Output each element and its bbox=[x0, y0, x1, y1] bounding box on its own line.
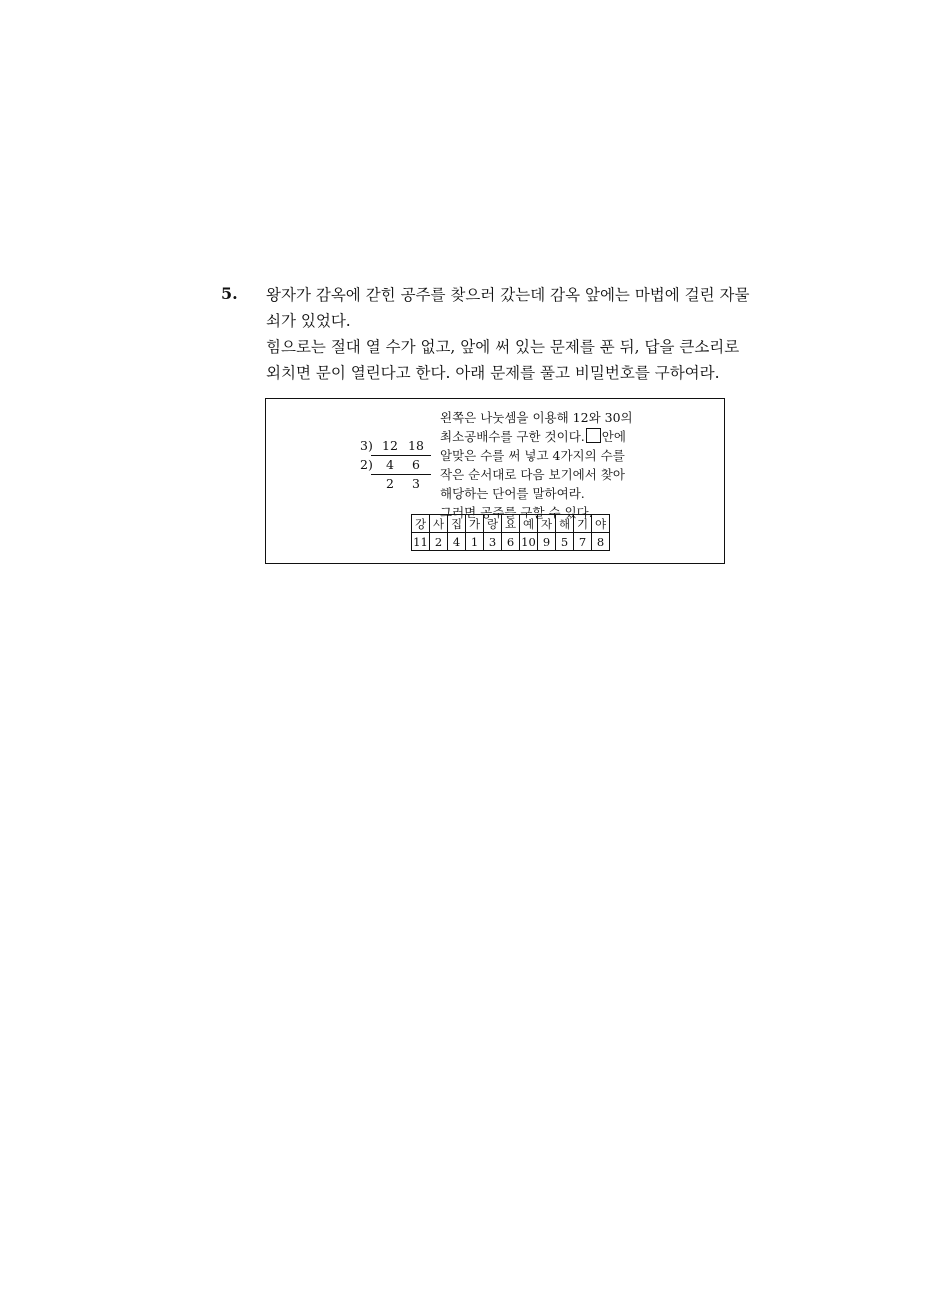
number-cell: 2 bbox=[430, 533, 448, 551]
explanation-line: 왼쪽은 나눗셈을 이용해 12와 30의 bbox=[440, 410, 633, 425]
number-cell: 8 bbox=[592, 533, 610, 551]
explanation-text-part: 안에 bbox=[601, 429, 626, 444]
paren: ) bbox=[368, 438, 373, 453]
dividend: 18 bbox=[408, 438, 424, 453]
number-cell: 6 bbox=[502, 533, 520, 551]
explanation-line: 그러면 공주를 구할 수 있다. bbox=[440, 505, 593, 520]
syllable-cell: 사 bbox=[430, 515, 448, 533]
number-cell: 7 bbox=[574, 533, 592, 551]
syllable-cell: 요 bbox=[502, 515, 520, 533]
question-line: 왕자가 감옥에 갇힌 공주를 찾으러 갔는데 감옥 앞에는 마법에 걸린 자물 bbox=[266, 286, 750, 304]
number-cell: 10 bbox=[521, 534, 536, 549]
question-text bbox=[266, 282, 766, 386]
question-line: 쇠가 있었다. bbox=[266, 312, 351, 330]
question-line: 외치면 문이 열린다고 한다. 아래 문제를 풀고 비밀번호를 구하여라. bbox=[266, 364, 720, 382]
quotient: 6 bbox=[412, 457, 420, 472]
syllable-cell: 야 bbox=[592, 515, 610, 533]
division-line bbox=[371, 474, 431, 475]
number-cell: 5 bbox=[556, 533, 574, 551]
explanation-text bbox=[440, 408, 645, 522]
syllable-cell: 강 bbox=[412, 515, 430, 533]
question-line: 힘으로는 절대 열 수가 없고, 앞에 써 있는 문제를 푼 뒤, 답을 큰소리로 bbox=[266, 338, 740, 356]
explanation-line bbox=[440, 427, 645, 446]
division-diagram bbox=[355, 436, 435, 496]
problem-number: 5. bbox=[221, 284, 238, 303]
explanation-line: 작은 순서대로 다음 보기에서 찾아 bbox=[440, 467, 625, 482]
number-row bbox=[412, 533, 610, 551]
dividend: 12 bbox=[382, 438, 398, 453]
explanation-text-part: 최소공배수를 구한 것이다. bbox=[440, 429, 585, 444]
syllable-cell: 가 bbox=[466, 515, 484, 533]
quotient: 2 bbox=[386, 476, 394, 491]
syllable-cell: 예 bbox=[520, 515, 538, 533]
explanation-line: 해당하는 단어를 말하여라. bbox=[440, 486, 585, 501]
number-cell: 9 bbox=[538, 533, 556, 551]
number-cell: 3 bbox=[484, 533, 502, 551]
number-cell: 4 bbox=[448, 533, 466, 551]
divisor: 2 bbox=[360, 457, 368, 472]
syllable-row bbox=[412, 515, 610, 533]
divisor: 3 bbox=[360, 438, 368, 453]
syllable-cell: 해 bbox=[556, 515, 574, 533]
key-table bbox=[411, 514, 610, 551]
answer-blank-box bbox=[586, 428, 601, 443]
syllable-cell: 자 bbox=[538, 515, 556, 533]
number-cell: 11 bbox=[413, 534, 428, 549]
quotient: 3 bbox=[412, 476, 420, 491]
syllable-cell: 집 bbox=[448, 515, 466, 533]
syllable-cell: 기 bbox=[574, 515, 592, 533]
paren: ) bbox=[368, 457, 373, 472]
division-line bbox=[371, 455, 431, 456]
explanation-line: 알맞은 수를 써 넣고 4가지의 수를 bbox=[440, 448, 625, 463]
quotient: 4 bbox=[386, 457, 394, 472]
number-cell: 1 bbox=[466, 533, 484, 551]
syllable-cell: 랑 bbox=[484, 515, 502, 533]
